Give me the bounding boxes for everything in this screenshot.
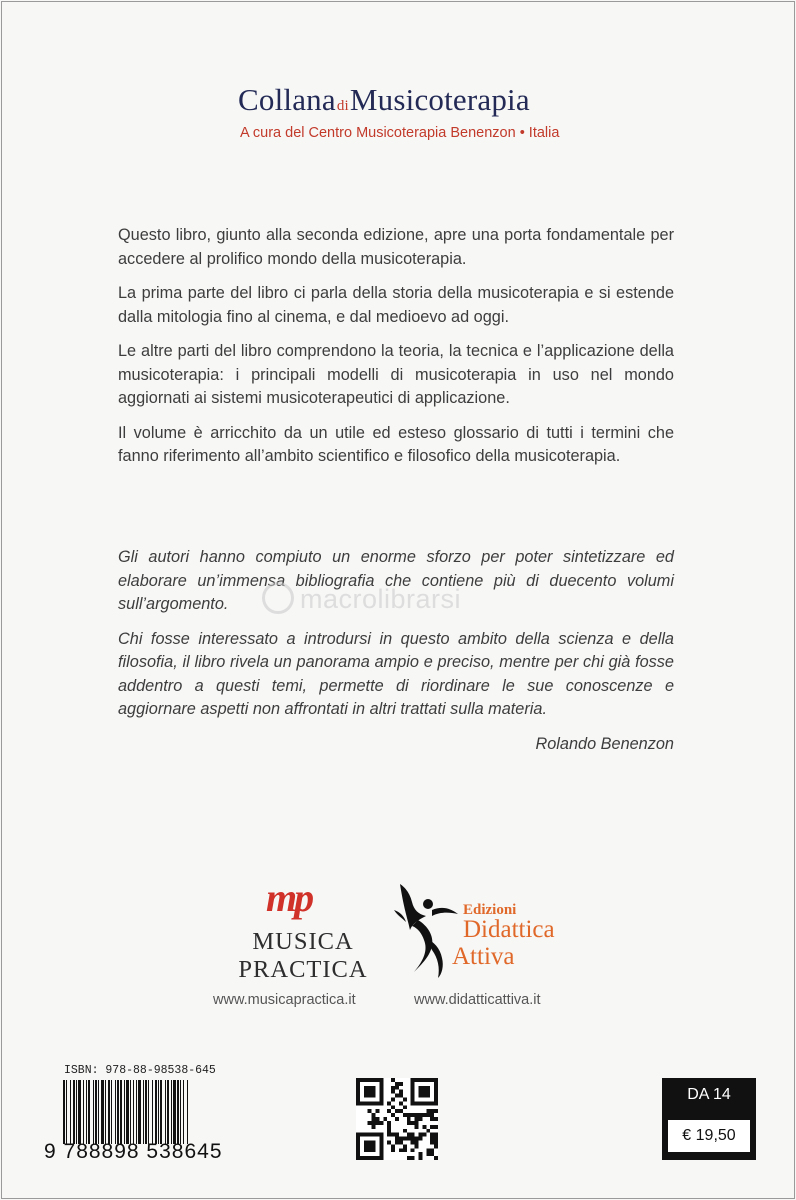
barcode-bar bbox=[76, 1080, 77, 1144]
barcode-bar bbox=[70, 1080, 71, 1144]
barcode bbox=[62, 1080, 230, 1144]
watermark-leaf-icon bbox=[262, 582, 294, 614]
barcode-bar bbox=[165, 1080, 166, 1144]
barcode-bar bbox=[73, 1080, 75, 1144]
price-value: € 19,50 bbox=[668, 1120, 750, 1152]
barcode-bar bbox=[171, 1080, 172, 1144]
barcode-bar bbox=[111, 1080, 112, 1144]
barcode-bar bbox=[63, 1080, 65, 1144]
barcode-bar bbox=[86, 1080, 87, 1144]
series-title bbox=[238, 82, 530, 118]
description-paragraph: Il volume è arricchito da un utile ed esteso glossario di tutti i termini che fanno riferimento all’ambito scientifico e filosofico della musicoterapia. bbox=[118, 423, 674, 465]
series-musicoterapia: Musicoterapia bbox=[349, 82, 530, 117]
price-box bbox=[662, 1078, 756, 1160]
isbn-text: ISBN: 978-88-98538-645 bbox=[64, 1064, 216, 1077]
barcode-bar bbox=[173, 1080, 176, 1144]
barcode-bar bbox=[160, 1080, 162, 1144]
barcode-bar bbox=[180, 1080, 181, 1144]
da-line2: Attiva bbox=[452, 943, 515, 970]
barcode-bar bbox=[101, 1080, 104, 1144]
barcode-bar bbox=[148, 1080, 149, 1144]
series-di: di bbox=[336, 98, 349, 114]
barcode-bar bbox=[155, 1080, 157, 1144]
barcode-bar bbox=[66, 1080, 67, 1144]
age-rating: DA 14 bbox=[687, 1086, 731, 1103]
barcode-bar bbox=[78, 1080, 81, 1144]
barcode-bar bbox=[108, 1080, 110, 1144]
ean-number: 9 788898 538645 bbox=[44, 1140, 223, 1163]
quote-paragraph: Gli autori hanno compiuto un enorme sforzo per poter sintetizzare ed elaborare un’immensa bibliografia che contiene più di duecento volumi sull’argomento. bbox=[118, 548, 674, 613]
didattica-attiva-url[interactable]: www.didatticattiva.it bbox=[414, 992, 541, 1008]
barcode-bar bbox=[143, 1080, 144, 1144]
quote-signature: Rolando Benenzon bbox=[535, 734, 674, 753]
barcode-bar bbox=[138, 1080, 141, 1144]
barcode-bar bbox=[177, 1080, 179, 1144]
mp-line2: PRACTICA bbox=[238, 956, 368, 983]
barcode-bar bbox=[98, 1080, 99, 1144]
qr-code-icon bbox=[356, 1078, 438, 1160]
barcode-bar bbox=[187, 1080, 188, 1144]
barcode-bar bbox=[120, 1080, 122, 1144]
barcode-bar bbox=[117, 1080, 119, 1144]
barcode-bar bbox=[88, 1080, 90, 1144]
musica-practica-name bbox=[233, 928, 373, 984]
description-paragraph: Le altre parti del libro comprendono la teoria, la tecnica e l’applicazione della musicoterapia: i principali modelli di musicoterapia in uso nel mondo aggiornati ai sistemi musicoterapeutici di applicazione. bbox=[118, 342, 674, 407]
barcode-bar bbox=[130, 1080, 131, 1144]
barcode-bar bbox=[167, 1080, 169, 1144]
barcode-bar bbox=[83, 1080, 84, 1144]
watermark bbox=[262, 582, 461, 615]
barcode-bar bbox=[126, 1080, 129, 1144]
review-quote bbox=[118, 546, 674, 767]
barcode-bar bbox=[133, 1080, 134, 1144]
da-line1: Didattica bbox=[463, 916, 555, 943]
didattica-edizioni: Edizioni bbox=[463, 902, 517, 918]
barcode-bar bbox=[145, 1080, 147, 1144]
series-subtitle: A cura del Centro Musicoterapia Benenzon • Italia bbox=[240, 125, 560, 141]
barcode-bar bbox=[105, 1080, 106, 1144]
barcode-bar bbox=[115, 1080, 116, 1144]
barcode-bar bbox=[136, 1080, 137, 1144]
musica-practica-mark: mp bbox=[266, 875, 312, 920]
barcode-bar bbox=[93, 1080, 94, 1144]
musica-practica-url[interactable]: www.musicapractica.it bbox=[213, 992, 356, 1008]
barcode-bar bbox=[95, 1080, 97, 1144]
barcode-bar bbox=[124, 1080, 125, 1144]
quote-paragraph: Chi fosse interessato a introdursi in questo ambito della scienza e della filosofia, il libro rivela un panorama ampio e preciso, mentre per chi già fosse addentro a questi temi, permette di riordinare le sue conoscenze e aggiornare aspetti non affrontati in altri trattati sulla materia. bbox=[118, 629, 674, 718]
barcode-bar bbox=[183, 1080, 184, 1144]
watermark-text: macrolibrarsi bbox=[300, 584, 462, 614]
barcode-bar bbox=[158, 1080, 159, 1144]
series-collana: Collana bbox=[238, 82, 336, 117]
description-paragraph: La prima parte del libro ci parla della storia della musicoterapia e si estende dalla mitologia fino al cinema, e dal medioevo ad oggi. bbox=[118, 284, 674, 326]
didattica-attiva-name bbox=[452, 916, 555, 970]
description-paragraph: Questo libro, giunto alla seconda edizione, apre una porta fondamentale per accedere al prolifico mondo della musicoterapia. bbox=[118, 226, 674, 268]
barcode-bar bbox=[152, 1080, 153, 1144]
description bbox=[118, 224, 674, 480]
mp-line1: MUSICA bbox=[252, 928, 354, 955]
